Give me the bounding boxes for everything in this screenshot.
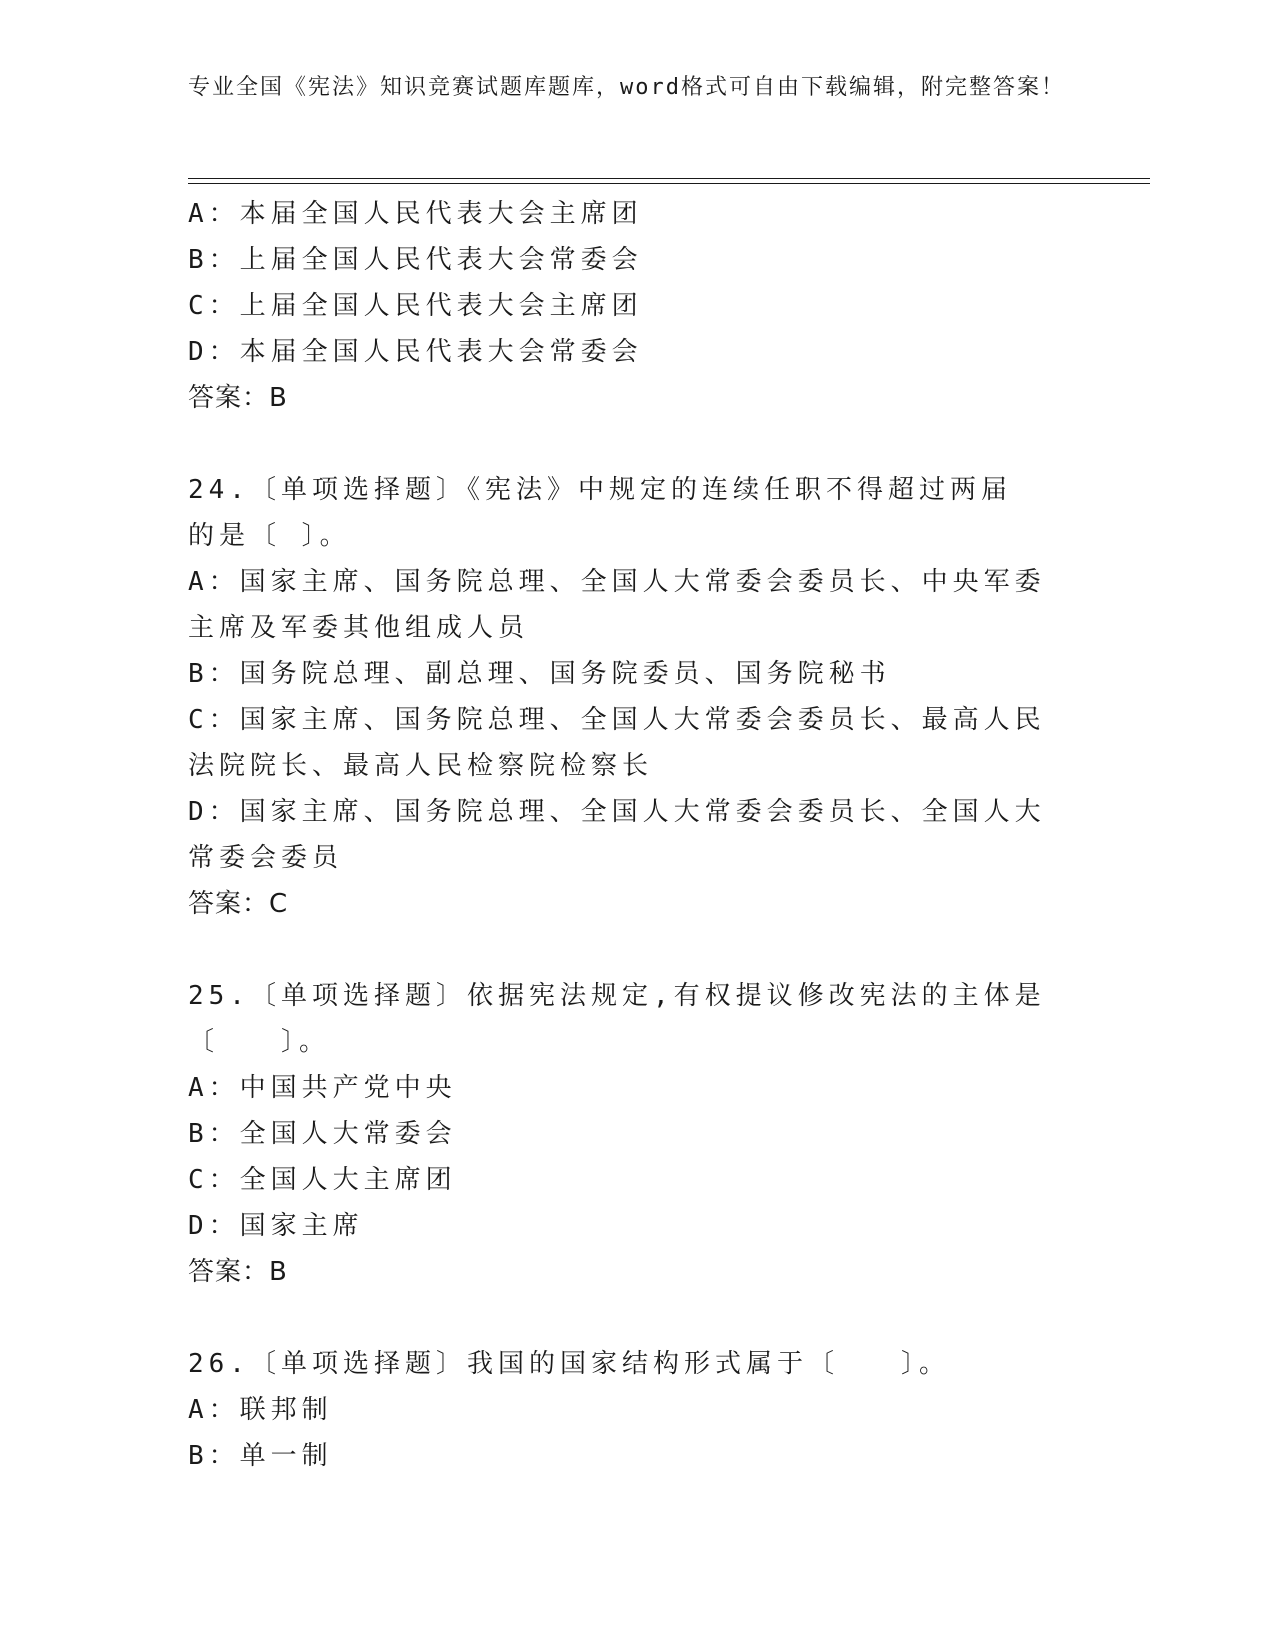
option-b: B：全国人大常委会 (188, 1119, 457, 1149)
answer-label: 答案：B (188, 1257, 288, 1287)
option-b: B：上届全国人民代表大会常委会 (188, 245, 643, 275)
option-a: A：中国共产党中央 (188, 1073, 457, 1103)
header-rule-bottom (188, 183, 1150, 184)
option-d: D：本届全国人民代表大会常委会 (188, 337, 643, 367)
option-c: C：国家主席、国务院总理、全国人大常委会委员长、最高人民法院院长、最高人民检察院检察长 (188, 705, 1046, 781)
question-text: 24.〔单项选择题〕《宪法》中规定的连续任职不得超过两届的是〔 〕。 (188, 475, 1012, 551)
question-text: 26.〔单项选择题〕我国的国家结构形式属于〔 〕。 (188, 1349, 950, 1379)
answer-label: 答案：B (188, 383, 288, 413)
question-block-24 (188, 467, 1088, 927)
option-c: C：上届全国人民代表大会主席团 (188, 291, 643, 321)
option-c: C：全国人大主席团 (188, 1165, 457, 1195)
option-d: D：国家主席 (188, 1211, 364, 1241)
option-b: B：单一制 (188, 1441, 333, 1471)
question-block-26 (188, 1341, 1088, 1479)
question-block-25 (188, 973, 1088, 1295)
question-block-23 (188, 191, 1088, 421)
option-b: B：国务院总理、副总理、国务院委员、国务院秘书 (188, 659, 891, 689)
question-text: 25.〔单项选择题〕依据宪法规定,有权提议修改宪法的主体是〔 〕。 (188, 981, 1046, 1057)
answer-label: 答案：C (188, 889, 289, 919)
header-rule-top (188, 178, 1150, 179)
question-list (188, 191, 1088, 1479)
option-a: A：国家主席、国务院总理、全国人大常委会委员长、中央军委主席及军委其他组成人员 (188, 567, 1046, 643)
document-header: 专业全国《宪法》知识竞赛试题库题库，word格式可自由下载编辑，附完整答案！ (188, 75, 1065, 100)
option-a: A：本届全国人民代表大会主席团 (188, 199, 643, 229)
option-d: D：国家主席、国务院总理、全国人大常委会委员长、全国人大常委会委员 (188, 797, 1046, 873)
option-a: A：联邦制 (188, 1395, 333, 1425)
